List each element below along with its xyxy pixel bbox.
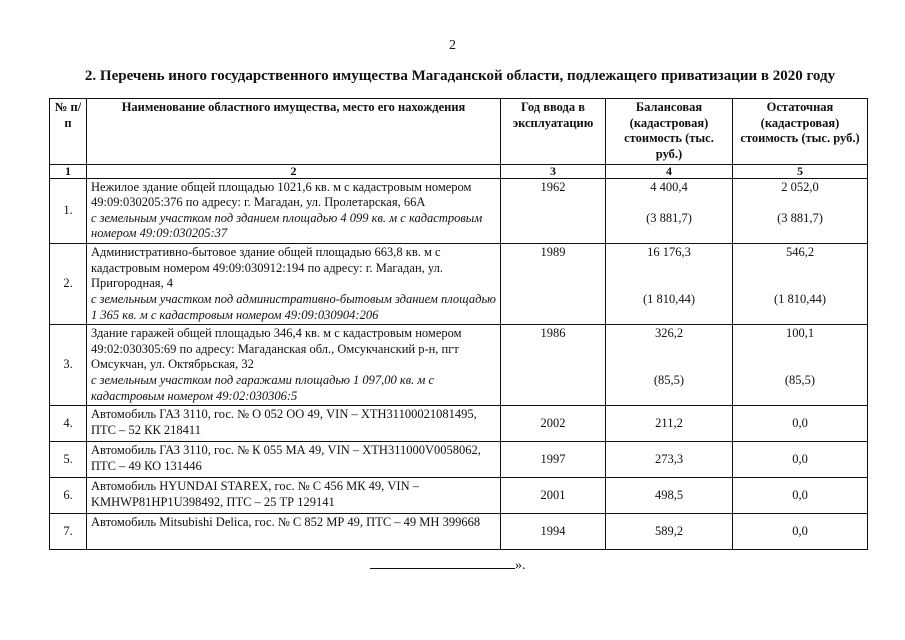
- land-plot-description: с земельным участком под административно-бытовым зданием площадью 1 365 кв. м с кадастровым номером 49:09:030904:206: [91, 291, 496, 322]
- row-number: 7.: [50, 514, 87, 550]
- balance-value: 498,5: [606, 478, 733, 514]
- row-number: 2.: [50, 244, 87, 325]
- residual-cell: [733, 325, 868, 406]
- table-row: [50, 406, 868, 442]
- row-number: 1.: [50, 178, 87, 244]
- balance-cell: [606, 325, 733, 406]
- balance-value: 273,3: [606, 442, 733, 478]
- property-description: Автомобиль ГАЗ 3110, гос. № К 055 МА 49, VIN – XTH311000V0058062, ПТС – 49 КО 131446: [87, 442, 501, 478]
- residual-value: 546,2: [785, 245, 815, 259]
- balance-land-value: (85,5): [653, 372, 685, 387]
- balance-cell: [606, 178, 733, 244]
- property-description: Автомобиль Mitsubishi Delica, гос. № С 852 МР 49, ПТС – 49 МН 399668: [87, 514, 501, 550]
- signature-line: [370, 556, 515, 569]
- year-cell: 1994: [501, 514, 606, 550]
- residual-land-value: (3 881,7): [777, 211, 823, 226]
- year-cell: 1986: [501, 325, 606, 406]
- col-number: 4: [606, 164, 733, 178]
- balance-cell: [606, 244, 733, 325]
- table-row: [50, 325, 868, 406]
- balance-land-value: (3 881,7): [646, 211, 692, 226]
- col-number: 3: [501, 164, 606, 178]
- row-number: 5.: [50, 442, 87, 478]
- property-description: Автомобиль ГАЗ 3110, гос. № О 052 ОО 49, VIN – XTH31100021081495, ПТС – 52 КК 218411: [87, 406, 501, 442]
- row-number: 3.: [50, 325, 87, 406]
- land-plot-description: с земельным участком под гаражами площадью 1 097,00 кв. м с кадастровым номером 49:02:030306:5: [91, 373, 435, 403]
- table-row: [50, 514, 868, 550]
- year-cell: 2001: [501, 478, 606, 514]
- residual-value: 0,0: [733, 514, 868, 550]
- row-number: 6.: [50, 478, 87, 514]
- property-description: Автомобиль HYUNDAI STAREX, гос. № С 456 МК 49, VIN – KMHWP81HP1U398492, ПТС – 25 ТР 129141: [87, 478, 501, 514]
- land-plot-description: с земельным участком под зданием площадью 4 099 кв. м с кадастровым номером 49:09:030205:37: [91, 210, 483, 241]
- balance-value: 211,2: [606, 406, 733, 442]
- residual-value: 0,0: [733, 478, 868, 514]
- table-row: [50, 178, 868, 244]
- header-name: Наименование областного имущества, место его нахождения: [87, 99, 501, 165]
- table-row: [50, 442, 868, 478]
- property-name: [87, 178, 501, 244]
- year-cell: 1997: [501, 442, 606, 478]
- property-name: [87, 325, 501, 406]
- property-description: Нежилое здание общей площадью 1021,6 кв. м с кадастровым номером 49:09:030205:376 по адресу: г. Магадан, ул. Пролетарская, 66А: [91, 179, 472, 210]
- property-name: [87, 244, 501, 325]
- property-description: Административно-бытовое здание общей площадью 663,8 кв. м с кадастровым номером 49:09:030912:194 по адресу: г. Магадан, ул. Пригородная, 4: [91, 245, 443, 291]
- property-table: [49, 98, 868, 550]
- col-number: 1: [50, 164, 87, 178]
- header-num: № п/п: [50, 99, 87, 165]
- residual-value: 0,0: [733, 406, 868, 442]
- residual-value: 2 052,0: [781, 179, 819, 194]
- residual-cell: [733, 178, 868, 244]
- table-row: [50, 244, 868, 325]
- page-number: 2: [449, 38, 456, 53]
- column-number-row: [50, 164, 868, 178]
- property-description: Здание гаражей общей площадью 346,4 кв. м с кадастровым номером 49:02:030305:69 по адресу: Магаданская обл., Омсукчанский р-н, пгт Омсукчан, ул. Октябрьская, 32: [91, 326, 462, 372]
- row-number: 4.: [50, 406, 87, 442]
- header-residual: Остаточная (кадастровая) стоимость (тыс. руб.): [733, 99, 868, 165]
- balance-value: 326,2: [654, 326, 684, 341]
- footer-closing: [370, 556, 526, 574]
- closing-quote: ».: [515, 558, 526, 573]
- header-balance: Балансовая (кадастровая) стоимость (тыс. руб.): [606, 99, 733, 165]
- balance-value: 4 400,4: [650, 179, 688, 194]
- residual-land-value: (1 810,44): [773, 291, 827, 306]
- balance-value: 589,2: [606, 514, 733, 550]
- header-year: Год ввода в эксплуатацию: [501, 99, 606, 165]
- year-cell: 1962: [501, 178, 606, 244]
- table-header-row: [50, 99, 868, 165]
- residual-land-value: (85,5): [784, 372, 816, 387]
- document-title: 2. Перечень иного государственного имущества Магаданской области, подлежащего приватизации в 2020 году: [84, 68, 836, 84]
- year-cell: 2002: [501, 406, 606, 442]
- balance-value: 16 176,3: [647, 245, 691, 259]
- table-row: [50, 478, 868, 514]
- col-number: 5: [733, 164, 868, 178]
- residual-value: 100,1: [785, 326, 815, 341]
- residual-cell: [733, 244, 868, 325]
- col-number: 2: [87, 164, 501, 178]
- residual-value: 0,0: [733, 442, 868, 478]
- year-cell: 1989: [501, 244, 606, 325]
- balance-land-value: (1 810,44): [642, 291, 696, 306]
